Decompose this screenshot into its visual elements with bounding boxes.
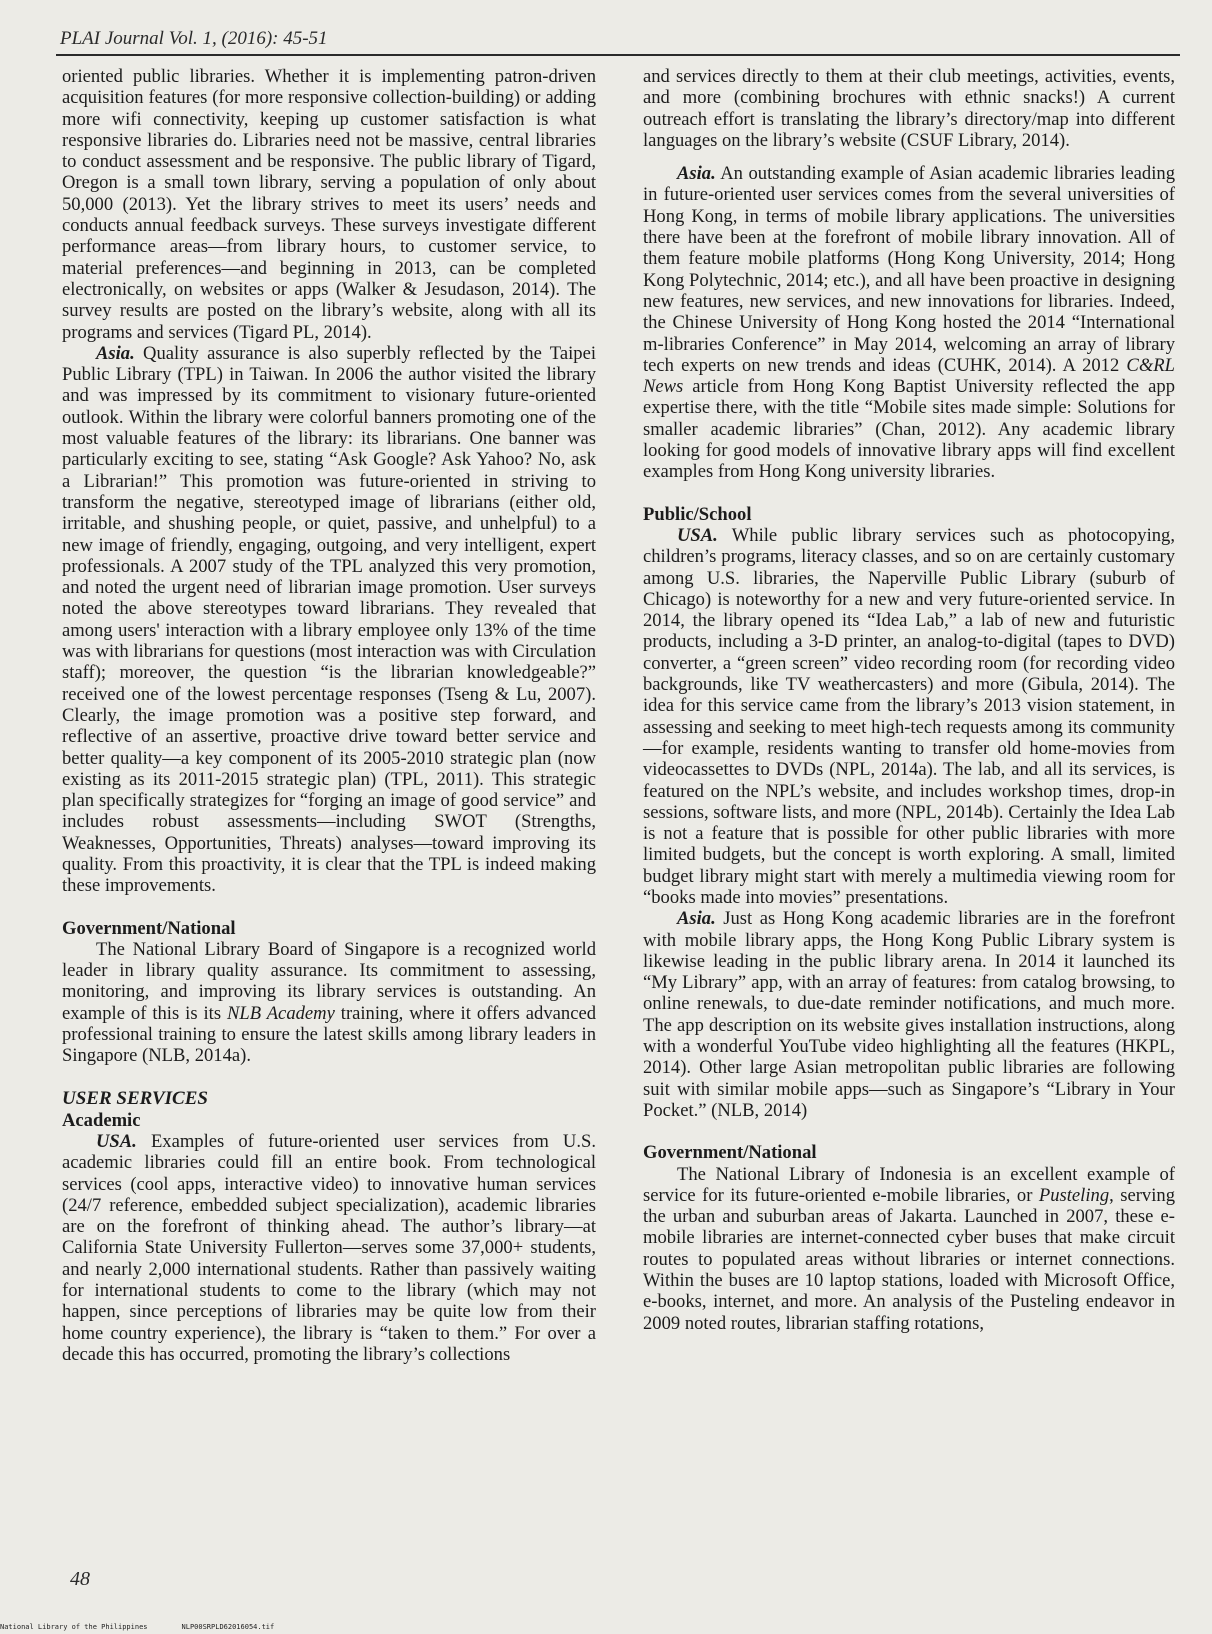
right-column (643, 66, 1175, 1334)
section-heading: Government/National (62, 917, 236, 939)
header-rule (56, 54, 1180, 56)
section-heading: Academic (62, 1109, 141, 1131)
paragraph: Asia. An outstanding example of Asian academic libraries leading in future-oriented user services comes from the several universities of Hong Kong, in terms of mobile library applications. The universities there have been at the forefront of mobile library innovation. All of them feature mobile platforms (Hong Kong University, 2014; Hong Kong Polytechnic, 2014; etc.), and all have been proactive in designing new features, new services, and new innovations for libraries. Indeed, the Chinese University of Hong Kong hosted the 2014 “International m-libraries Conference” in May 2014, welcoming an array of library tech experts on new trends and ideas (CUHK, 2014). A 2012 C&RL News article from Hong Kong Baptist University reflected the app expertise there, with the title “Mobile sites made simple: Solutions for smaller academic libraries” (Chan, 2012). Any academic library looking for good models of innovative library apps will find excellent examples from Hong Kong university libraries. (643, 163, 1175, 483)
paragraph: and services directly to them at their club meetings, activities, events, and more (combining brochures with ethnic snacks!) A current outreach effort is translating the library’s directory/map into different languages on the library’s website (CSUF Library, 2014). (643, 66, 1175, 151)
paragraph: The National Library of Indonesia is an excellent example of service for its future-oriented e-mobile libraries, or Pusteling, serving the urban and suburban areas of Jakarta. Launched in 2007, these e-mobile libraries are internet-connected cyber buses that make circuit routes to populated areas without libraries or internet connections. Within the buses are 10 laptop stations, loaded with Microsoft Office, e-books, internet, and more. An analysis of the Pusteling endeavor in 2009 noted routes, librarian staffing rotations, (643, 1163, 1175, 1334)
paragraph-lead: Asia. (677, 908, 716, 930)
paragraph: USA. While public library services such as photocopying, children’s programs, literacy classes, and so on are certainly customary among U.S. libraries, the Naperville Public Library (suburb of Chicago) is noteworthy for a new and very future-oriented service. In 2014, the library opened its “Idea Lab,” a lab of new and futuristic products, including a 3-D printer, an analog-to-digital (tapes to DVD) converter, a “green screen” video recording room (for recording video backgrounds, like TV weathercasters) and more (Gibula, 2014). The idea for this service came from the library’s 2013 vision statement, in assessing and seeking to meet high-tech requests among its community—for example, residents wanting to transfer old home-movies from videocassettes to DVDs (NPL, 2014a). The lab, and all its services, is featured on the NPL’s website, and includes workshop times, drop-in sessions, software lists, and more (NPL, 2014b). Certainly the Idea Lab is not a feature that is possible for other public libraries with more limited budgets, but the concept is worth exploring. A small, limited budget library might start with merely a multimedia viewing room for “books made into movies” presentations. (643, 524, 1175, 908)
paragraph-lead: USA. (677, 524, 718, 546)
paragraph: oriented public libraries. Whether it is implementing patron-driven acquisition features (for more responsive collection-building) or adding more wifi connectivity, keeping up customer satisfaction is what responsive libraries do. Libraries need not be massive, central libraries to conduct assessment and be responsive. The public library of Tigard, Oregon is a small town library, serving a population of only about 50,000 (2013). Yet the library strives to meet its users’ needs and conducts annual feedback surveys. These surveys investigate different performance areas—from library hours, to customer service, to material preferences—and beginning in 2013, can be completed electronically, on websites or apps (Walker & Jesudason, 2014). The survey results are posted on the library’s website, along with all its programs and services (Tigard PL, 2014). (62, 66, 596, 343)
scan-footer-stamp: National Library of the Philippines NLP00SRPLD62016054.tif (0, 1623, 275, 1631)
paragraph: Asia. Quality assurance is also superbly reflected by the Taipei Public Library (TPL) in Taiwan. In 2006 the author visited the library and was impressed by its commitment to visionary future-oriented outlook. Within the library were colorful banners promoting one of the most valuable features of the library: its librarians. One banner was particularly exciting to see, stating “Ask Google? Ask Yahoo? No, ask a Librarian!” This promotion was future-oriented in striving to transform the negative, stereotyped image of librarians (either old, irritable, and shushing people, or quiet, passive, and unhelpful) to a new image of friendly, engaging, outgoing, and very intelligent, expert professionals. A 2007 study of the TPL analyzed this very promotion, and noted the urgent need of librarian image promotion. User surveys noted the above stereotypes toward librarians. They revealed that among users' interaction with a library employee only 13% of the time was with librarians for questions (most interaction was with Circulation staff); moreover, the question “is the librarian knowledgeable?” received one of the lowest percentage responses (Tseng & Lu, 2007). Clearly, the image promotion was a positive step forward, and reflective of an assertive, proactive drive toward better service and better quality—a key component of its 2005-2010 strategic plan (now existing as its 2011-2015 strategic plan) (TPL, 2011). This strategic plan specifically strategizes for “forging an image of good service” and includes robust assessments—including SWOT (Strengths, Weaknesses, Opportunities, Threats) analyses—toward improving its quality. From this proactivity, it is clear that the TPL is indeed making these improvements. (62, 342, 596, 897)
paragraph: The National Library Board of Singapore is a recognized world leader in library quality assurance. Its commitment to assessing, monitoring, and improving its library services is outstanding. An example of this is its NLB Academy training, where it offers advanced professional training to ensure the latest skills among library leaders in Singapore (NLB, 2014a). (62, 938, 596, 1067)
paragraph: Asia. Just as Hong Kong academic libraries are in the forefront with mobile library apps, the Hong Kong Public Library system is likewise leading in the public library arena. In 2014 it launched its “My Library” app, with an array of features: from catalog browsing, to online renewals, to due-date reminder notifications, and much more. The app description on its website gives installation instructions, along with a wonderful YouTube video highlighting all the features (HKPL, 2014). Other large Asian metropolitan public libraries are following suit with similar mobile apps—such as Singapore’s “Library in Your Pocket.” (NLB, 2014) (643, 908, 1175, 1121)
paragraph-lead: Asia. (96, 342, 135, 364)
page-number: 48 (70, 1568, 90, 1590)
running-head: PLAI Journal Vol. 1, (2016): 45-51 (60, 28, 328, 49)
section-heading: Government/National (643, 1142, 817, 1164)
paragraph: USA. Examples of future-oriented user services from U.S. academic libraries could fill an entire book. From technological services (cool apps, interactive video) to innovative human services (24/7 reference, embedded subject specialization), academic libraries are on the forefront of thinking ahead. The author’s library—at California State University Fullerton—serves some 37,000+ students, and nearly 2,000 international students. Rather than passively waiting for international students to come to the library (which may not happen, since perceptions of libraries may be quite low from their home country experience), the library is “taken to them.” For over a decade this has occurred, promoting the library’s collections (62, 1130, 596, 1365)
paragraph-lead: Asia. (677, 163, 716, 185)
major-heading: USER SERVICES (62, 1087, 208, 1109)
left-column (62, 66, 596, 1365)
section-heading: Public/School (643, 503, 752, 525)
paragraph-lead: USA. (96, 1130, 137, 1152)
